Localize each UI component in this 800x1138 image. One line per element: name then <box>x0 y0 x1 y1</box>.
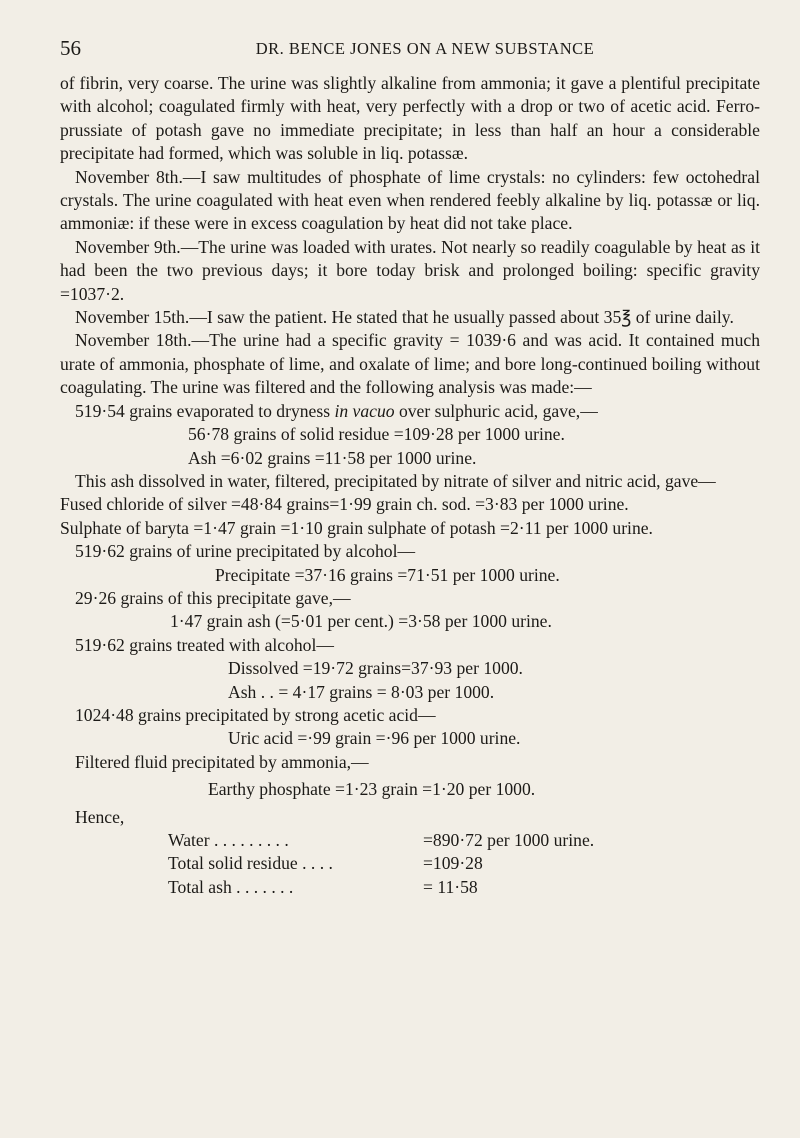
paragraph-november-9: November 9th.—The urine was loaded with urates. Not nearly so readily coagulable by heat as it had been the two previous days; it bore today brisk and prolonged boiling: specific gravity =1037·2. <box>60 236 760 304</box>
totals-row <box>168 829 594 852</box>
evaporation-text: 519·54 grains evaporated to dryness <box>75 400 335 421</box>
dissolved-line: Dissolved =19·72 grains=37·93 per 1000. <box>228 658 523 679</box>
paragraph-fibrin: of fibrin, very coarse. The urine was slightly alkaline from ammonia; it gave a plentiful precipitate with alcohol; coagulated firmly with heat, very perfectly with a drop or two of acetic acid. Ferro-prussiate of potash gave no immediate precipitate; in less than half an hour a considerable precipitate had formed, which was soluble in liq. potassæ. <box>60 73 760 164</box>
page-number: 56 <box>60 36 81 60</box>
treated-alcohol-line: 519·62 grains treated with alcohol— <box>75 634 334 655</box>
paragraph-november-18: November 18th.—The urine had a specific gravity = 1039·6 and was acid. It contained much urate of ammonia, phosphate of lime, and oxalate of lime; and bore long-continued boiling without coagulating. The urine was filtered and the following analysis was made:— <box>60 330 760 398</box>
totals-label: Total ash . . . . . . . <box>168 876 294 897</box>
in-vacuo-text: in vacuo <box>334 400 395 421</box>
paragraph-november-15: November 15th.—I saw the patient. He stated that he usually passed about 35℥ of urine daily. <box>75 307 734 328</box>
uric-acid-line: Uric acid =·99 grain =·96 per 1000 urine. <box>228 728 521 749</box>
totals-value: =890·72 per 1000 urine. <box>423 830 595 850</box>
totals-row <box>168 876 594 899</box>
grain-ash-line: 1·47 grain ash (=5·01 per cent.) =3·58 per 1000 urine. <box>170 611 552 632</box>
paragraph-november-8: November 8th.—I saw multitudes of phosphate of lime crystals: no cylinders: few octohedral crystals. The urine coagulated with heat even when rendered feebly alkaline by liq. potassæ or liq. ammoniæ: if these were in excess coagulation by heat did not take place. <box>60 166 760 234</box>
sulphate-baryta-line: Sulphate of baryta =1·47 grain =1·10 grain sulphate of potash =2·11 per 1000 urine. <box>60 517 653 538</box>
page-header <box>0 36 800 62</box>
filtered-fluid-line: Filtered fluid precipitated by ammonia,— <box>75 751 369 772</box>
totals-table <box>168 829 594 899</box>
totals-label: Total solid residue . . . . <box>168 853 333 874</box>
page-body <box>60 72 760 899</box>
acetic-acid-line: 1024·48 grains precipitated by strong acetic acid— <box>75 704 436 725</box>
ash-line: Ash =6·02 grains =11·58 per 1000 urine. <box>188 447 477 468</box>
totals-row <box>168 852 594 875</box>
earthy-phosphate-line: Earthy phosphate =1·23 grain =1·20 per 1000. <box>208 779 536 800</box>
precipitate-line: Precipitate =37·16 grains =71·51 per 1000 urine. <box>215 564 560 585</box>
evaporation-line <box>60 400 760 423</box>
ash-alcohol-line: Ash . . = 4·17 grains = 8·03 per 1000. <box>228 681 495 702</box>
running-title: DR. BENCE JONES ON A NEW SUBSTANCE <box>255 39 595 58</box>
totals-label: Water . . . . . . . . . <box>168 830 289 850</box>
fused-chloride-line: Fused chloride of silver =48·84 grains=1·99 grain ch. sod. =3·83 per 1000 urine. <box>60 494 629 515</box>
solid-residue-line: 56·78 grains of solid residue =109·28 per 1000 urine. <box>188 424 565 445</box>
ash-dissolved-paragraph: This ash dissolved in water, filtered, precipitated by nitrate of silver and nitric acid, gave— <box>75 470 716 491</box>
precipitate-gave-line: 29·26 grains of this precipitate gave,— <box>75 587 351 608</box>
hence-label: Hence, <box>75 806 125 827</box>
evaporation-text-end: over sulphuric acid, gave,— <box>394 400 598 421</box>
totals-value: = 11·58 <box>423 876 478 897</box>
urine-alcohol-line: 519·62 grains of urine precipitated by alcohol— <box>75 541 416 562</box>
totals-value: =109·28 <box>423 853 483 874</box>
